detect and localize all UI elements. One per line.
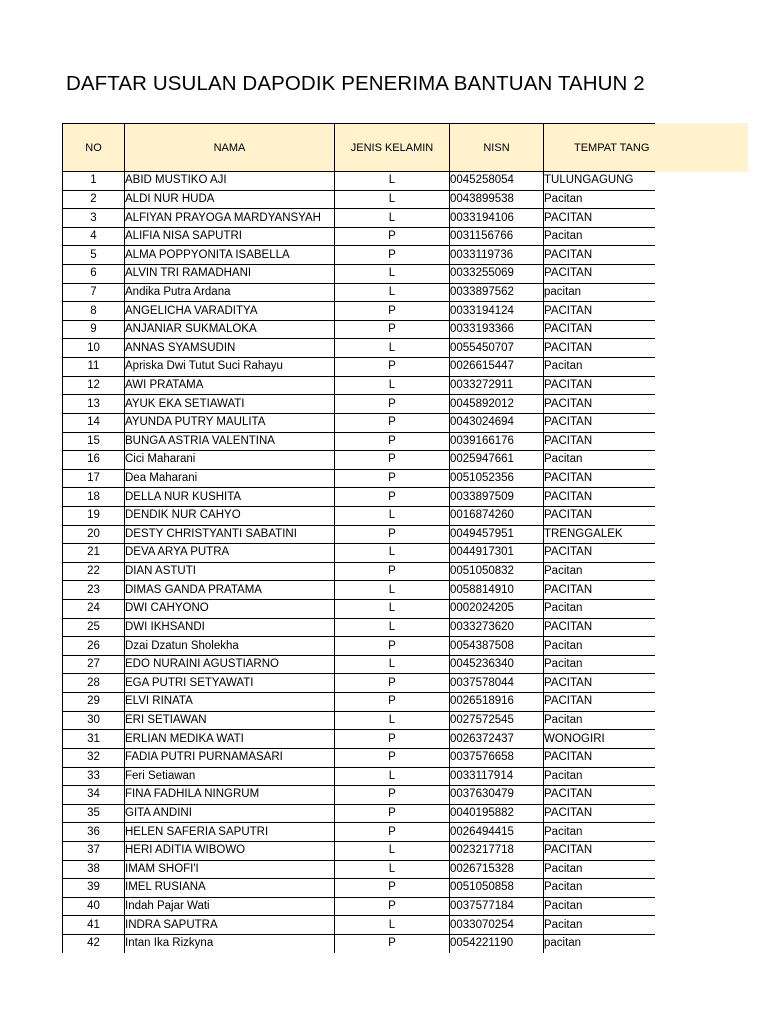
cell-no: 16 bbox=[63, 451, 125, 470]
cell-nama: ANJANIAR SUKMALOKA bbox=[125, 320, 335, 339]
cell-nisn: 0055450707 bbox=[450, 339, 544, 358]
cell-tempat: PACITAN bbox=[544, 320, 656, 339]
table-row bbox=[63, 432, 656, 451]
table-row bbox=[63, 339, 656, 358]
table-row bbox=[63, 897, 656, 916]
cell-nama: DIMAS GANDA PRATAMA bbox=[125, 581, 335, 600]
cell-nisn: 0033193366 bbox=[450, 320, 544, 339]
cell-tempat: Pacitan bbox=[544, 767, 656, 786]
cell-jenis-kelamin: P bbox=[335, 302, 450, 321]
cell-tempat: PACITAN bbox=[544, 339, 656, 358]
cell-no: 7 bbox=[63, 283, 125, 302]
cell-nama: IMEL RUSIANA bbox=[125, 879, 335, 898]
table-row bbox=[63, 320, 656, 339]
cell-nama: Indah Pajar Wati bbox=[125, 897, 335, 916]
cell-nama: DENDIK NUR CAHYO bbox=[125, 506, 335, 525]
cell-no: 4 bbox=[63, 227, 125, 246]
cell-jenis-kelamin: P bbox=[335, 748, 450, 767]
cell-tempat: Pacitan bbox=[544, 227, 656, 246]
cell-no: 34 bbox=[63, 786, 125, 805]
cell-tempat: PACITAN bbox=[544, 246, 656, 265]
cell-nama: ALVIN TRI RAMADHANI bbox=[125, 265, 335, 284]
cell-tempat: Pacitan bbox=[544, 451, 656, 470]
table-row bbox=[63, 283, 656, 302]
table-row bbox=[63, 562, 656, 581]
cell-jenis-kelamin: L bbox=[335, 655, 450, 674]
cell-jenis-kelamin: P bbox=[335, 562, 450, 581]
table-row bbox=[63, 860, 656, 879]
cell-tempat: PACITAN bbox=[544, 395, 656, 414]
cell-nama: ELVI RINATA bbox=[125, 693, 335, 712]
page-title: DAFTAR USULAN DAPODIK PENERIMA BANTUAN TAHUN 2 bbox=[66, 72, 645, 95]
cell-tempat: WONOGIRI bbox=[544, 730, 656, 749]
column-header-nisn: NISN bbox=[450, 124, 544, 172]
cell-nisn: 0026715328 bbox=[450, 860, 544, 879]
cell-nama: GITA ANDINI bbox=[125, 804, 335, 823]
cell-nama: ALDI NUR HUDA bbox=[125, 190, 335, 209]
cell-nisn: 0033194124 bbox=[450, 302, 544, 321]
cell-nisn: 0031156766 bbox=[450, 227, 544, 246]
cell-no: 19 bbox=[63, 506, 125, 525]
cell-nisn: 0002024205 bbox=[450, 600, 544, 619]
cell-no: 23 bbox=[63, 581, 125, 600]
table-row bbox=[63, 172, 656, 191]
cell-no: 15 bbox=[63, 432, 125, 451]
cell-nisn: 0051050858 bbox=[450, 879, 544, 898]
column-header-jenis-kelamin: JENIS KELAMIN bbox=[335, 124, 450, 172]
cell-no: 10 bbox=[63, 339, 125, 358]
cell-no: 39 bbox=[63, 879, 125, 898]
cell-tempat: PACITAN bbox=[544, 376, 656, 395]
cell-tempat: PACITAN bbox=[544, 748, 656, 767]
table-row bbox=[63, 804, 656, 823]
cell-no: 6 bbox=[63, 265, 125, 284]
table-row bbox=[63, 469, 656, 488]
cell-jenis-kelamin: L bbox=[335, 506, 450, 525]
table-row bbox=[63, 451, 656, 470]
cell-tempat: pacitan bbox=[544, 283, 656, 302]
cell-no: 20 bbox=[63, 525, 125, 544]
cell-tempat: PACITAN bbox=[544, 469, 656, 488]
table-row bbox=[63, 227, 656, 246]
cell-tempat: Pacitan bbox=[544, 711, 656, 730]
cell-no: 11 bbox=[63, 358, 125, 377]
cell-nama: Apriska Dwi Tutut Suci Rahayu bbox=[125, 358, 335, 377]
cell-nisn: 0045258054 bbox=[450, 172, 544, 191]
cell-no: 32 bbox=[63, 748, 125, 767]
cell-jenis-kelamin: L bbox=[335, 581, 450, 600]
header-row bbox=[63, 124, 656, 172]
table-row bbox=[63, 488, 656, 507]
cell-no: 30 bbox=[63, 711, 125, 730]
cell-nama: ALIFIA NISA SAPUTRI bbox=[125, 227, 335, 246]
cell-nama: EGA PUTRI SETYAWATI bbox=[125, 674, 335, 693]
table-row bbox=[63, 934, 656, 953]
cell-tempat: PACITAN bbox=[544, 618, 656, 637]
cell-jenis-kelamin: L bbox=[335, 841, 450, 860]
cell-nisn: 0033897562 bbox=[450, 283, 544, 302]
cell-nama: IMAM SHOFI'I bbox=[125, 860, 335, 879]
cell-tempat: Pacitan bbox=[544, 358, 656, 377]
table-row bbox=[63, 246, 656, 265]
cell-tempat: PACITAN bbox=[544, 786, 656, 805]
cell-tempat: PACITAN bbox=[544, 693, 656, 712]
cell-nisn: 0037630479 bbox=[450, 786, 544, 805]
cell-nisn: 0045892012 bbox=[450, 395, 544, 414]
cell-tempat: PACITAN bbox=[544, 804, 656, 823]
cell-tempat: Pacitan bbox=[544, 600, 656, 619]
cell-jenis-kelamin: P bbox=[335, 320, 450, 339]
cell-no: 26 bbox=[63, 637, 125, 656]
cell-no: 22 bbox=[63, 562, 125, 581]
cell-jenis-kelamin: L bbox=[335, 283, 450, 302]
cell-nama: HERI ADITIA WIBOWO bbox=[125, 841, 335, 860]
cell-nama: ANGELICHA VARADITYA bbox=[125, 302, 335, 321]
cell-nama: BUNGA ASTRIA VALENTINA bbox=[125, 432, 335, 451]
table-row bbox=[63, 506, 656, 525]
cell-jenis-kelamin: P bbox=[335, 897, 450, 916]
cell-jenis-kelamin: P bbox=[335, 693, 450, 712]
header-overflow-fill bbox=[655, 123, 748, 172]
cell-nisn: 0026494415 bbox=[450, 823, 544, 842]
cell-tempat: PACITAN bbox=[544, 506, 656, 525]
cell-nisn: 0037576658 bbox=[450, 748, 544, 767]
cell-no: 29 bbox=[63, 693, 125, 712]
cell-nisn: 0016874260 bbox=[450, 506, 544, 525]
cell-nama: Intan Ika Rizkyna bbox=[125, 934, 335, 953]
cell-tempat: PACITAN bbox=[544, 581, 656, 600]
table-row bbox=[63, 265, 656, 284]
cell-no: 21 bbox=[63, 544, 125, 563]
cell-nama: DWI CAHYONO bbox=[125, 600, 335, 619]
cell-tempat: PACITAN bbox=[544, 413, 656, 432]
cell-jenis-kelamin: P bbox=[335, 246, 450, 265]
table-row bbox=[63, 413, 656, 432]
cell-nisn: 0026615447 bbox=[450, 358, 544, 377]
cell-no: 12 bbox=[63, 376, 125, 395]
table-row bbox=[63, 879, 656, 898]
cell-tempat: Pacitan bbox=[544, 860, 656, 879]
cell-nisn: 0033194106 bbox=[450, 209, 544, 228]
cell-jenis-kelamin: P bbox=[335, 879, 450, 898]
cell-nisn: 0037578044 bbox=[450, 674, 544, 693]
cell-jenis-kelamin: P bbox=[335, 358, 450, 377]
cell-tempat: Pacitan bbox=[544, 655, 656, 674]
table-row bbox=[63, 916, 656, 935]
cell-tempat: TRENGGALEK bbox=[544, 525, 656, 544]
cell-jenis-kelamin: P bbox=[335, 488, 450, 507]
cell-jenis-kelamin: P bbox=[335, 804, 450, 823]
cell-no: 8 bbox=[63, 302, 125, 321]
cell-jenis-kelamin: P bbox=[335, 469, 450, 488]
cell-jenis-kelamin: L bbox=[335, 860, 450, 879]
sheet-viewport bbox=[62, 123, 655, 953]
cell-nisn: 0033119736 bbox=[450, 246, 544, 265]
cell-jenis-kelamin: P bbox=[335, 413, 450, 432]
cell-nama: DWI IKHSANDI bbox=[125, 618, 335, 637]
cell-nisn: 0033255069 bbox=[450, 265, 544, 284]
cell-nama: ALMA POPPYONITA ISABELLA bbox=[125, 246, 335, 265]
cell-jenis-kelamin: P bbox=[335, 525, 450, 544]
cell-nama: Dzai Dzatun Sholekha bbox=[125, 637, 335, 656]
cell-nama: AWI PRATAMA bbox=[125, 376, 335, 395]
cell-no: 36 bbox=[63, 823, 125, 842]
cell-nisn: 0049457951 bbox=[450, 525, 544, 544]
cell-nama: FADIA PUTRI PURNAMASARI bbox=[125, 748, 335, 767]
cell-nama: HELEN SAFERIA SAPUTRI bbox=[125, 823, 335, 842]
cell-tempat: PACITAN bbox=[544, 302, 656, 321]
cell-nisn: 0026372437 bbox=[450, 730, 544, 749]
cell-no: 25 bbox=[63, 618, 125, 637]
cell-tempat: PACITAN bbox=[544, 488, 656, 507]
cell-nama: AYUNDA PUTRY MAULITA bbox=[125, 413, 335, 432]
cell-no: 3 bbox=[63, 209, 125, 228]
table-row bbox=[63, 395, 656, 414]
cell-jenis-kelamin: P bbox=[335, 395, 450, 414]
cell-jenis-kelamin: L bbox=[335, 544, 450, 563]
cell-jenis-kelamin: L bbox=[335, 209, 450, 228]
cell-jenis-kelamin: P bbox=[335, 934, 450, 953]
cell-nama: AYUK EKA SETIAWATI bbox=[125, 395, 335, 414]
table-row bbox=[63, 767, 656, 786]
cell-nama: ABID MUSTIKO AJI bbox=[125, 172, 335, 191]
cell-nama: ERI SETIAWAN bbox=[125, 711, 335, 730]
table-row bbox=[63, 637, 656, 656]
cell-nisn: 0044917301 bbox=[450, 544, 544, 563]
cell-no: 2 bbox=[63, 190, 125, 209]
cell-nisn: 0040195882 bbox=[450, 804, 544, 823]
table-row bbox=[63, 581, 656, 600]
cell-nama: Cici Maharani bbox=[125, 451, 335, 470]
cell-tempat: PACITAN bbox=[544, 265, 656, 284]
cell-jenis-kelamin: L bbox=[335, 618, 450, 637]
cell-tempat: Pacitan bbox=[544, 562, 656, 581]
cell-nisn: 0045236340 bbox=[450, 655, 544, 674]
cell-jenis-kelamin: L bbox=[335, 711, 450, 730]
cell-no: 38 bbox=[63, 860, 125, 879]
cell-nisn: 0037577184 bbox=[450, 897, 544, 916]
cell-nama: FINA FADHILA NINGRUM bbox=[125, 786, 335, 805]
cell-tempat: PACITAN bbox=[544, 432, 656, 451]
table-row bbox=[63, 841, 656, 860]
cell-no: 9 bbox=[63, 320, 125, 339]
cell-jenis-kelamin: L bbox=[335, 916, 450, 935]
cell-no: 35 bbox=[63, 804, 125, 823]
cell-nisn: 0033272911 bbox=[450, 376, 544, 395]
cell-nisn: 0039166176 bbox=[450, 432, 544, 451]
cell-jenis-kelamin: P bbox=[335, 227, 450, 246]
table-row bbox=[63, 525, 656, 544]
cell-tempat: Pacitan bbox=[544, 190, 656, 209]
table-row bbox=[63, 544, 656, 563]
cell-no: 40 bbox=[63, 897, 125, 916]
table-body bbox=[63, 172, 656, 954]
cell-nisn: 0051052356 bbox=[450, 469, 544, 488]
cell-nama: EDO NURAINI AGUSTIARNO bbox=[125, 655, 335, 674]
cell-no: 41 bbox=[63, 916, 125, 935]
cell-no: 1 bbox=[63, 172, 125, 191]
table-row bbox=[63, 190, 656, 209]
cell-jenis-kelamin: L bbox=[335, 339, 450, 358]
cell-tempat: TULUNGAGUNG bbox=[544, 172, 656, 191]
cell-jenis-kelamin: P bbox=[335, 674, 450, 693]
cell-nama: INDRA SAPUTRA bbox=[125, 916, 335, 935]
cell-nisn: 0054221190 bbox=[450, 934, 544, 953]
cell-jenis-kelamin: L bbox=[335, 190, 450, 209]
cell-nisn: 0043024694 bbox=[450, 413, 544, 432]
cell-nama: Feri Setiawan bbox=[125, 767, 335, 786]
table-row bbox=[63, 358, 656, 377]
cell-no: 37 bbox=[63, 841, 125, 860]
cell-no: 31 bbox=[63, 730, 125, 749]
cell-jenis-kelamin: P bbox=[335, 432, 450, 451]
cell-nisn: 0033273620 bbox=[450, 618, 544, 637]
cell-nama: Andika Putra Ardana bbox=[125, 283, 335, 302]
cell-jenis-kelamin: P bbox=[335, 730, 450, 749]
cell-no: 27 bbox=[63, 655, 125, 674]
cell-tempat: Pacitan bbox=[544, 879, 656, 898]
cell-nisn: 0054387508 bbox=[450, 637, 544, 656]
cell-nisn: 0058814910 bbox=[450, 581, 544, 600]
table-row bbox=[63, 786, 656, 805]
table-row bbox=[63, 600, 656, 619]
table-row bbox=[63, 748, 656, 767]
cell-jenis-kelamin: L bbox=[335, 767, 450, 786]
cell-tempat: Pacitan bbox=[544, 916, 656, 935]
cell-nama: DIAN ASTUTI bbox=[125, 562, 335, 581]
cell-nisn: 0025947661 bbox=[450, 451, 544, 470]
cell-no: 42 bbox=[63, 934, 125, 953]
cell-no: 33 bbox=[63, 767, 125, 786]
cell-nama: DEVA ARYA PUTRA bbox=[125, 544, 335, 563]
cell-tempat: pacitan bbox=[544, 934, 656, 953]
cell-no: 28 bbox=[63, 674, 125, 693]
table-row bbox=[63, 693, 656, 712]
cell-nisn: 0033070254 bbox=[450, 916, 544, 935]
cell-tempat: Pacitan bbox=[544, 897, 656, 916]
cell-jenis-kelamin: P bbox=[335, 451, 450, 470]
column-header-nama: NAMA bbox=[125, 124, 335, 172]
cell-nisn: 0027572545 bbox=[450, 711, 544, 730]
table-row bbox=[63, 618, 656, 637]
cell-nisn: 0043899538 bbox=[450, 190, 544, 209]
cell-nisn: 0023217718 bbox=[450, 841, 544, 860]
data-table bbox=[62, 123, 655, 953]
column-header-tempat: TEMPAT TANG bbox=[544, 124, 656, 172]
cell-jenis-kelamin: L bbox=[335, 265, 450, 284]
table-row bbox=[63, 302, 656, 321]
cell-nama: DESTY CHRISTYANTI SABATINI bbox=[125, 525, 335, 544]
cell-tempat: Pacitan bbox=[544, 823, 656, 842]
table-row bbox=[63, 209, 656, 228]
table-row bbox=[63, 711, 656, 730]
table-row bbox=[63, 730, 656, 749]
column-header-no: NO bbox=[63, 124, 125, 172]
cell-jenis-kelamin: P bbox=[335, 823, 450, 842]
cell-jenis-kelamin: L bbox=[335, 376, 450, 395]
cell-tempat: Pacitan bbox=[544, 637, 656, 656]
cell-nisn: 0026518916 bbox=[450, 693, 544, 712]
table-row bbox=[63, 655, 656, 674]
cell-no: 14 bbox=[63, 413, 125, 432]
cell-nama: ALFIYAN PRAYOGA MARDYANSYAH bbox=[125, 209, 335, 228]
cell-tempat: PACITAN bbox=[544, 209, 656, 228]
cell-no: 17 bbox=[63, 469, 125, 488]
cell-nama: DELLA NUR KUSHITA bbox=[125, 488, 335, 507]
cell-nama: ERLIAN MEDIKA WATI bbox=[125, 730, 335, 749]
cell-no: 13 bbox=[63, 395, 125, 414]
cell-jenis-kelamin: P bbox=[335, 637, 450, 656]
cell-tempat: PACITAN bbox=[544, 841, 656, 860]
cell-nama: Dea Maharani bbox=[125, 469, 335, 488]
table-row bbox=[63, 674, 656, 693]
cell-nama: ANNAS SYAMSUDIN bbox=[125, 339, 335, 358]
cell-tempat: PACITAN bbox=[544, 544, 656, 563]
cell-tempat: PACITAN bbox=[544, 674, 656, 693]
cell-nisn: 0033117914 bbox=[450, 767, 544, 786]
cell-jenis-kelamin: L bbox=[335, 600, 450, 619]
cell-jenis-kelamin: L bbox=[335, 172, 450, 191]
cell-no: 5 bbox=[63, 246, 125, 265]
cell-no: 24 bbox=[63, 600, 125, 619]
cell-no: 18 bbox=[63, 488, 125, 507]
cell-nisn: 0033897509 bbox=[450, 488, 544, 507]
cell-nisn: 0051050832 bbox=[450, 562, 544, 581]
cell-jenis-kelamin: P bbox=[335, 786, 450, 805]
table-row bbox=[63, 823, 656, 842]
table-row bbox=[63, 376, 656, 395]
